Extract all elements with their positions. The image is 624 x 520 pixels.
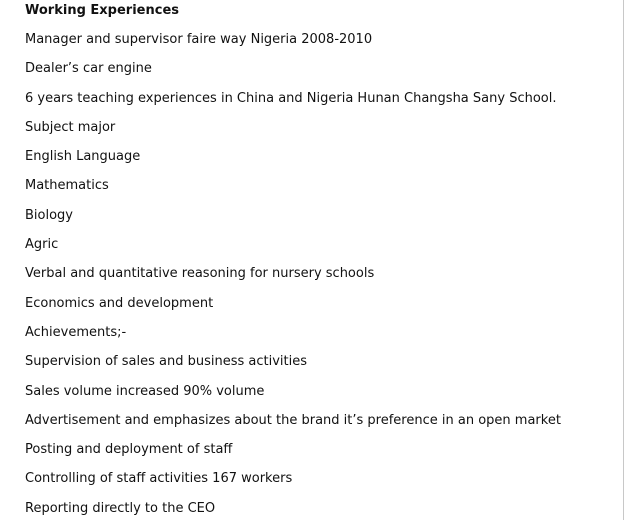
experience-line: Subject major	[25, 119, 116, 135]
experience-list	[25, 31, 561, 520]
experience-line: Controlling of staff activities 167 workers	[25, 471, 293, 487]
experience-line: Mathematics	[25, 178, 109, 194]
experience-line: Verbal and quantitative reasoning for nursery schools	[25, 266, 375, 282]
experience-line: Advertisement and emphasizes about the brand it’s preference in an open market	[25, 412, 561, 428]
experience-line: Manager and supervisor faire way Nigeria 2008-2010	[25, 32, 373, 47]
section-heading: Working Experiences	[25, 3, 179, 18]
experience-line: Reporting directly to the CEO	[25, 500, 216, 516]
experience-line: Agric	[25, 237, 59, 253]
experience-line: English Language	[25, 149, 141, 165]
experience-line: Biology	[25, 207, 73, 223]
experience-line: Sales volume increased 90% volume	[25, 383, 265, 399]
experience-line: Posting and deployment of staff	[25, 442, 233, 458]
experience-line: Achievements;-	[25, 324, 127, 340]
experience-line: 6 years teaching experiences in China and Nigeria Hunan Changsha Sany School.	[25, 90, 557, 106]
experience-line: Supervision of sales and business activities	[25, 354, 308, 370]
experience-line: Dealer’s car engine	[25, 61, 152, 77]
experience-line: Economics and development	[25, 295, 214, 311]
